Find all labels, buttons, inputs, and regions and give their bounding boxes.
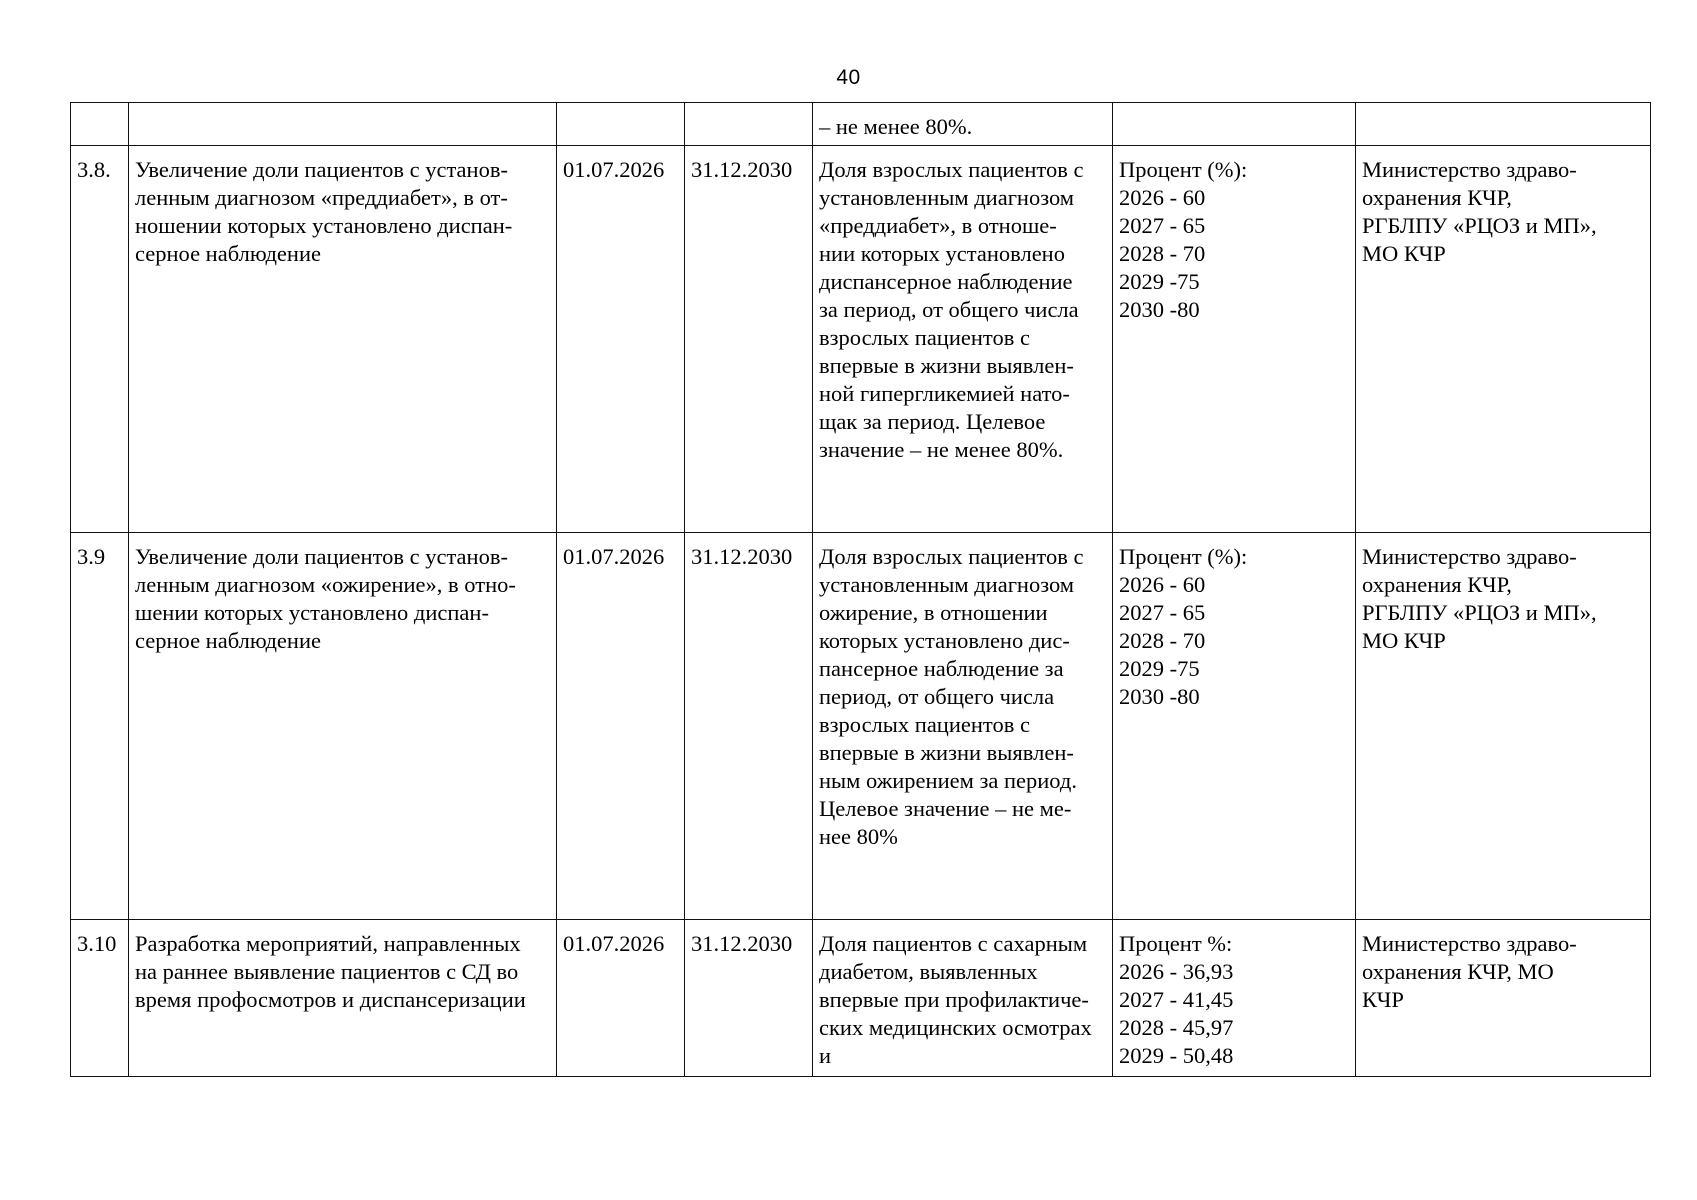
measure-description: Увеличение доли пациентов с установ- ленным диагнозом «ожирение», в отно- шении которых установлено диспан- серное наблюдение [129, 533, 557, 920]
target-value: 2027 - 65 [1119, 213, 1206, 238]
target-value: 2028 - 70 [1119, 628, 1206, 653]
executors: Министерство здраво- охранения КЧР, МО КЧР [1356, 920, 1651, 1077]
target-values [1113, 146, 1356, 533]
target-value: 2030 -80 [1119, 684, 1200, 709]
row-number: 3.10 [71, 920, 129, 1077]
indicator-description: Доля пациентов с сахарным диабетом, выявленных впервые при профилактиче- ских медицинских осмотрах и [813, 920, 1113, 1077]
page-number: 40 [836, 66, 861, 89]
target-value: 2027 - 65 [1119, 600, 1206, 625]
cell-indicator: – не менее 80%. [813, 103, 1113, 146]
target-value: 2026 - 60 [1119, 572, 1206, 597]
start-date: 01.07.2026 [557, 146, 685, 533]
table-row [71, 533, 1651, 920]
row-number: 3.9 [71, 533, 129, 920]
cell-measure [129, 103, 557, 146]
start-date: 01.07.2026 [557, 533, 685, 920]
cell-num [71, 103, 129, 146]
target-value: 2030 -80 [1119, 297, 1200, 322]
target-value: 2028 - 45,97 [1119, 1015, 1234, 1040]
end-date: 31.12.2030 [685, 920, 813, 1077]
measure-description: Увеличение доли пациентов с установ- ленным диагнозом «преддиабет», в от- ношении которых установлено диспан- серное наблюдение [129, 146, 557, 533]
target-value: 2029 - 50,48 [1119, 1043, 1234, 1068]
target-value: 2026 - 60 [1119, 185, 1206, 210]
table-row [71, 146, 1651, 533]
table-row [71, 920, 1651, 1077]
cell-targets [1113, 103, 1356, 146]
target-value: 2026 - 36,93 [1119, 959, 1234, 984]
end-date: 31.12.2030 [685, 146, 813, 533]
measures-table [70, 102, 1651, 1077]
indicator-description: Доля взрослых пациентов с установленным диагнозом «преддиабет», в отноше- нии которых установлено диспансерное наблюдение за период, от общего числа взрослых пациентов с впервые в жизни выявлен- ной гипергликемией нато- щак за период. Целевое значение – не менее 80%. [813, 146, 1113, 533]
target-value: 2029 -75 [1119, 656, 1200, 681]
start-date: 01.07.2026 [557, 920, 685, 1077]
row-number: 3.8. [71, 146, 129, 533]
continuation-row [71, 103, 1651, 146]
target-header: Процент %: [1119, 931, 1233, 956]
cell-start-date [557, 103, 685, 146]
cell-executors [1356, 103, 1651, 146]
executors: Министерство здраво- охранения КЧР, РГБЛПУ «РЦОЗ и МП», МО КЧР [1356, 533, 1651, 920]
target-value: 2027 - 41,45 [1119, 987, 1234, 1012]
target-value: 2029 -75 [1119, 269, 1200, 294]
end-date: 31.12.2030 [685, 533, 813, 920]
measure-description: Разработка мероприятий, направленных на раннее выявление пациентов с СД во время профосмотров и диспансеризации [129, 920, 557, 1077]
executors: Министерство здраво- охранения КЧР, РГБЛПУ «РЦОЗ и МП», МО КЧР [1356, 146, 1651, 533]
indicator-description: Доля взрослых пациентов с установленным диагнозом ожирение, в отношении которых установлено дис- пансерное наблюдение за период, от общего числа взрослых пациентов с впервые в жизни выявлен- ным ожирением за период. Целевое значение – не ме- нее 80% [813, 533, 1113, 920]
target-values [1113, 920, 1356, 1077]
target-value: 2028 - 70 [1119, 241, 1206, 266]
cell-end-date [685, 103, 813, 146]
target-values [1113, 533, 1356, 920]
target-header: Процент (%): [1119, 157, 1248, 182]
target-header: Процент (%): [1119, 544, 1248, 569]
